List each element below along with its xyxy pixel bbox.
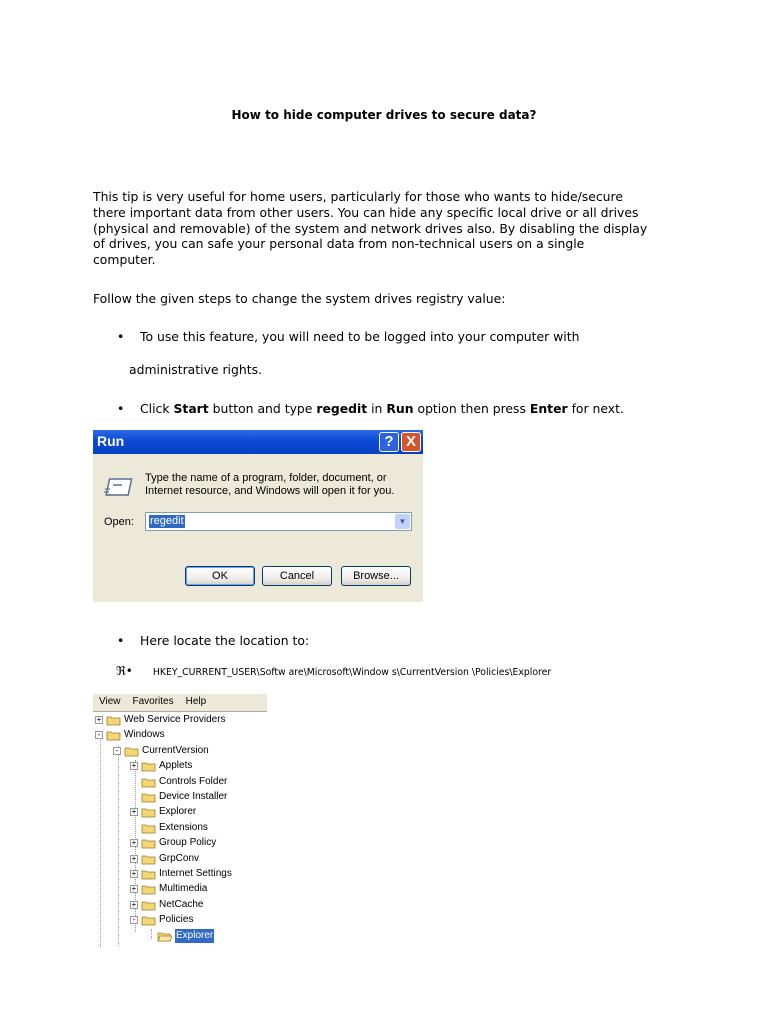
path-symbol-icon: ℜ• [116, 664, 133, 678]
cancel-button[interactable]: Cancel [262, 566, 332, 586]
bullet-icon: • [117, 633, 125, 648]
folder-icon [141, 915, 156, 926]
registry-menubar [93, 694, 267, 712]
folder-icon [141, 854, 156, 865]
folder-icon [141, 869, 156, 880]
folder-icon [157, 931, 172, 942]
folder-icon [141, 884, 156, 895]
bullet-continuation: administrative rights. [129, 362, 262, 377]
folder-icon [141, 838, 156, 849]
collapse-icon[interactable]: - [113, 747, 121, 755]
run-titlebar [93, 430, 423, 454]
browse-button[interactable]: Browse... [341, 566, 411, 586]
bold-run: Run [386, 401, 414, 416]
folder-icon [141, 900, 156, 911]
bullet-item-regedit [117, 401, 624, 416]
tree-item-label: NetCache [159, 898, 204, 910]
folder-icon [106, 715, 121, 726]
tree-item-label: CurrentVersion [142, 744, 209, 756]
menu-help[interactable]: Help [185, 696, 207, 707]
folder-icon [141, 807, 156, 818]
expand-icon[interactable]: + [131, 838, 137, 848]
intro-line: This tip is very useful for home users, particularly for those who wants to hide/secure [93, 189, 623, 204]
folder-icon [141, 823, 156, 834]
bullet-text: button and type [208, 401, 317, 416]
bold-start: Start [173, 401, 209, 416]
run-program-icon [104, 477, 134, 499]
tree-item-label: Explorer [176, 929, 214, 941]
bullet-item-login [117, 329, 579, 344]
bullet-icon: • [117, 329, 125, 344]
registry-path-line [116, 664, 551, 678]
collapse-icon[interactable]: - [95, 731, 103, 739]
tree-item-label: Windows [124, 729, 165, 741]
open-combobox[interactable] [145, 512, 412, 531]
registry-editor [93, 694, 267, 950]
expand-icon[interactable]: + [131, 884, 137, 894]
run-title: Run [97, 433, 125, 449]
expand-icon[interactable]: + [131, 807, 137, 817]
bullet-text: To use this feature, you will need to be logged into your computer with [140, 329, 580, 344]
steps-intro: Follow the given steps to change the system drives registry value: [93, 291, 506, 306]
run-description-line: Internet resource, and Windows will open it for you. [145, 485, 395, 497]
bullet-text: Here locate the location to: [140, 633, 310, 648]
folder-icon [106, 730, 121, 741]
intro-line: computer. [93, 252, 156, 268]
expand-icon[interactable]: + [131, 869, 137, 878]
intro-line: of drives, you can safe your personal data from non-technical users on a single [93, 236, 585, 252]
folder-icon [141, 792, 156, 803]
run-description [145, 472, 415, 498]
ok-button[interactable]: OK [185, 566, 255, 586]
bold-regedit: regedit [316, 401, 368, 416]
intro-line: (physical and removable) of the system and network drives also. By disabling the display [93, 220, 648, 236]
folder-icon [141, 761, 156, 772]
expand-icon[interactable]: + [131, 899, 137, 909]
bullet-text: for next. [567, 401, 624, 416]
open-label: Open: [104, 516, 134, 528]
tree-item-label: Web Service Providers [124, 714, 226, 725]
tree-item-label: Policies [159, 914, 194, 926]
intro-line: there important data from other users. You can hide any specific local drive or all drives [93, 204, 639, 220]
bold-enter: Enter [529, 401, 568, 416]
bullet-item-locate [117, 633, 309, 648]
tree-item-label: Device Installer [159, 791, 228, 802]
help-button[interactable]: ? [379, 432, 399, 452]
tree-item-label: Applets [159, 760, 193, 772]
menu-favorites[interactable]: Favorites [132, 696, 174, 707]
tree-connector [118, 746, 119, 946]
folder-icon [141, 777, 156, 788]
bullet-icon: • [117, 401, 125, 416]
tree-item-label: Controls Folder [159, 775, 228, 787]
open-input-value[interactable]: regedit [150, 515, 184, 527]
intro-paragraph [93, 189, 693, 268]
tree-item-label: GrpConv [159, 852, 200, 864]
run-dialog [93, 430, 423, 602]
tree-item-label: Internet Settings [159, 868, 232, 879]
menu-view[interactable]: View [99, 696, 121, 707]
tree-item-label: Multimedia [159, 883, 208, 895]
expand-icon[interactable]: + [131, 853, 137, 863]
expand-icon[interactable]: + [131, 761, 137, 771]
tree-item-label: Group Policy [159, 837, 217, 849]
bullet-text: in [367, 401, 387, 416]
folder-icon [124, 746, 139, 757]
collapse-icon[interactable]: - [130, 916, 138, 924]
tree-item-label: Extensions [159, 821, 208, 833]
chevron-down-icon[interactable]: ▼ [395, 514, 410, 529]
run-description-line: Type the name of a program, folder, document, or [145, 472, 387, 484]
expand-icon[interactable]: + [96, 715, 102, 724]
page-title: How to hide computer drives to secure data? [231, 108, 537, 122]
bullet-text: option then press [413, 401, 530, 416]
bullet-text: Click [140, 401, 174, 416]
registry-path: HKEY_CURRENT_USER\Softw are\Microsoft\Window s\CurrentVersion \Policies\Explorer [152, 667, 552, 678]
tree-connector [100, 732, 101, 947]
close-button[interactable]: X [401, 432, 421, 452]
tree-connector [151, 929, 152, 939]
tree-item-label: Explorer [159, 806, 197, 818]
